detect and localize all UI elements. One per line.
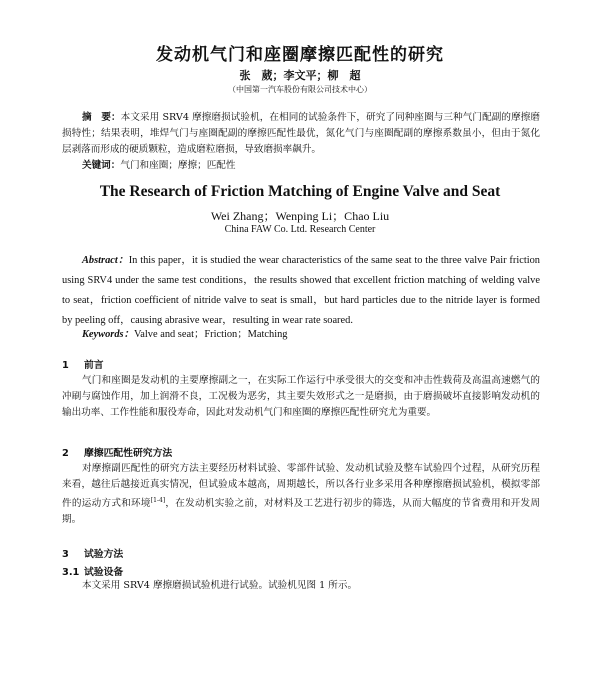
- cn-keywords-text: 气门和座圈；摩擦；匹配性: [120, 160, 236, 171]
- cn-abstract-text: 本文采用 SRV4 摩擦磨损试验机，在相同的试验条件下，研究了同种座圈与三种气门配副的摩擦磨损特性；结果表明，堆焊气门与座圈配副的摩擦匹配性最优，氮化气门与座圈配副的摩擦系数虽小，但由于氮化层剥落而形成的硬质颗粒，造成磨粒磨损，导致磨损率飙升。: [62, 112, 540, 155]
- section-2-body-a: 对摩擦副匹配性的研究方法主要经历材料试验、零部件试验、发动机试验及整车试验四个过程，从研究历程来看，越往后越接近真实情况，但试验成本越高，周期越长，所以各行业多采用各种摩擦磨损试验机，模拟零部件的运动方式和环境: [62, 463, 540, 510]
- cn-authors: 张 葳；李文平；柳 超: [239, 69, 361, 82]
- section-2-number: 2: [62, 448, 69, 459]
- section-3-title: 试验方法: [84, 549, 124, 560]
- cn-keywords-label: 关键词：: [82, 160, 121, 171]
- section-3-1-heading: [62, 564, 123, 578]
- cn-title: 发动机气门和座圈摩擦匹配性的研究: [156, 45, 444, 65]
- en-title: The Research of Friction Matching of Engine Valve and Seat: [99, 183, 501, 200]
- en-keywords-text: Valve and seat；Friction；Matching: [133, 329, 288, 340]
- section-2-body: [62, 461, 540, 528]
- en-keywords-label: Keywords：: [82, 329, 134, 340]
- en-authors: Wei Zhang；Wenping Li；Chao Liu: [210, 209, 390, 223]
- section-3-1-title: 试验设备: [84, 567, 124, 578]
- en-abstract: [62, 251, 540, 331]
- section-3-1-body: 本文采用 SRV4 摩擦磨损试验机进行试验。试验机见图 1 所示。: [82, 580, 358, 591]
- section-3-heading: [62, 546, 123, 560]
- cn-abstract: [62, 110, 540, 158]
- section-1-number: 1: [62, 360, 69, 371]
- section-2-body-b: ，在发动机实验之前，对材料及工艺进行初步的筛选，从而大幅度的节省费用和开发周期。: [62, 498, 541, 526]
- section-1-title: 前言: [84, 360, 104, 371]
- cn-abstract-label: 摘 要：: [82, 112, 121, 123]
- section-3-1-number: 3.1: [62, 567, 80, 578]
- citation-ref: [1-4]: [150, 497, 166, 504]
- cn-keywords: [82, 158, 540, 174]
- section-2-heading: [62, 445, 172, 459]
- section-1-heading: [62, 357, 104, 371]
- section-1-body: 气门和座圈是发动机的主要摩擦副之一，在实际工作运行中承受很大的交变和冲击性载荷及高温高速燃气的冲刷与腐蚀作用，加上润滑不良，工况极为恶劣，其主要失效形式之一是磨损，由于磨损破坏直接影响发动机的输出功率、工作性能和服役寿命，因此对发动机气门和座圈的摩擦匹配性研究尤为重要。: [62, 375, 540, 418]
- en-affiliation: China FAW Co. Ltd. Research Center: [224, 224, 376, 235]
- en-keywords: [82, 325, 287, 340]
- section-3-number: 3: [62, 549, 69, 560]
- cn-affiliation: （中国第一汽车股份有限公司技术中心）: [228, 85, 372, 94]
- section-2-title: 摩擦匹配性研究方法: [84, 448, 173, 459]
- en-abstract-label: Abstract：: [82, 255, 129, 266]
- en-abstract-text: In this paper，it is studied the wear characteristics of the same seat to the three valve Pair friction using SRV4 under the same test conditions，the results showed that excellent friction matching of welding valve to seat，friction coefficient of nitride valve to seat is small，but hard particles due to the nitride layer is formed by peeling off，causing abrasive wear，resulting in wear rate soared.: [62, 255, 540, 326]
